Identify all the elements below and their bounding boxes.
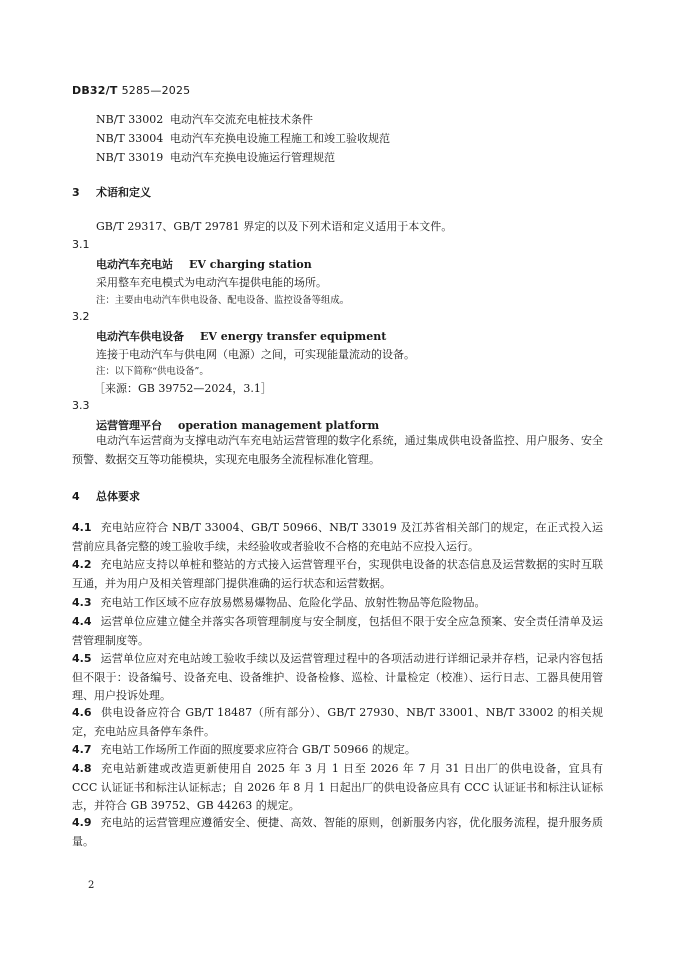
document-code-prefix: DB32/T (72, 84, 118, 97)
section-title: 总体要求 (96, 490, 140, 503)
reference-code: NB/T 33004 (96, 132, 164, 145)
clause-text: 运营单位应建立健全并落实各项管理制度与安全制度，包括但不限于安全应急预案、安全责任清单及运营管理制度等。 (72, 615, 603, 647)
term-heading (96, 417, 379, 433)
clause-number: 4.2 (72, 558, 92, 571)
clause-number: 4.9 (72, 816, 92, 829)
clause-number: 4.5 (72, 652, 92, 665)
term-zh: 运营管理平台 (96, 419, 162, 432)
clause-text: 供电设备应符合 GB/T 18487（所有部分）、GB/T 27930、NB/T 33001、NB/T 33002 的相关规定，充电站应具备停车条件。 (72, 706, 603, 738)
term-definition: 连接于电动汽车与供电网（电源）之间，可实现能量流动的设备。 (96, 348, 415, 361)
term-heading (96, 256, 312, 272)
clause-text: 充电站新建或改造更新使用自 2025 年 3 月 1 日至 2026 年 7 月 31 日出厂的供电设备，宜具有 CCC 认证证书和标注认证标志；自 2026 年 8 月 1 日起出厂的供电设备应具有 CCC 认证证书和标注认证标志，并符合 GB 39752、GB 44263 的规定。 (72, 762, 603, 813)
term-heading (96, 328, 386, 344)
clause-number: 4.6 (72, 706, 92, 719)
clause-number: 4.8 (72, 762, 92, 775)
section-number: 3 (72, 186, 80, 199)
clause-text: 充电站工作场所工作面的照度要求应符合 GB/T 50966 的规定。 (100, 743, 416, 756)
term-definition: 采用整车充电模式为电动汽车提供电能的场所。 (96, 276, 327, 289)
term-number: 3.2 (72, 310, 90, 323)
term-en: operation management platform (178, 419, 380, 432)
clause-number: 4.3 (72, 596, 92, 609)
term-definition-text: 电动汽车运营商为支撑电动汽车充电站运营管理的数字化系统，通过集成供电设备监控、用户服务、安全预警、数据交互等功能模块，实现充电服务全流程标准化管理。 (72, 434, 603, 466)
page-number: 2 (88, 880, 95, 891)
term-en: EV energy transfer equipment (200, 330, 387, 343)
clause-text: 充电站应支持以单桩和整站的方式接入运营管理平台，实现供电设备的状态信息及运营数据的实时互联互通，并为用户及相关管理部门提供准确的运行状态和运营数据。 (72, 558, 603, 590)
term-source: ［来源：GB 39752—2024，3.1］ (94, 382, 272, 395)
reference-item (96, 148, 390, 167)
section-3-intro: GB/T 29317、GB/T 29781 界定的以及下列术语和定义适用于本文件。 (96, 220, 453, 233)
reference-code: NB/T 33019 (96, 151, 164, 164)
section-number: 4 (72, 490, 80, 503)
reference-item (96, 129, 390, 148)
clause-4-3 (72, 594, 603, 613)
term-zh: 电动汽车充电站 (96, 258, 173, 271)
clause-text: 运营单位应对充电站竣工验收手续以及运营管理过程中的各项活动进行详细记录并存档，记录内容包括但不限于：设备编号、设备充电、设备维护、设备检修、巡检、计量检定（校准）、运行日志、工器具使用管理、用户投诉处理。 (72, 652, 603, 703)
clause-4-9 (72, 814, 603, 851)
term-en: EV charging station (189, 258, 312, 271)
clause-text: 充电站的运营管理应遵循安全、便捷、高效、智能的原则，创新服务内容，优化服务流程，提升服务质量。 (72, 816, 603, 848)
clause-4-2 (72, 556, 603, 593)
reference-code: NB/T 33002 (96, 113, 164, 126)
term-definition (72, 432, 603, 469)
clause-4-5 (72, 650, 603, 706)
reference-title: 电动汽车充换电设施工程施工和竣工验收规范 (170, 132, 390, 145)
clause-number: 4.7 (72, 743, 92, 756)
term-number: 3.1 (72, 238, 90, 251)
term-note: 注：以下简称“供电设备”。 (96, 366, 209, 377)
term-zh: 电动汽车供电设备 (96, 330, 184, 343)
clause-text: 充电站工作区域不应存放易燃易爆物品、危险化学品、放射性物品等危险物品。 (100, 596, 486, 609)
normative-references-list (96, 110, 390, 167)
clause-4-1 (72, 519, 603, 556)
reference-title: 电动汽车充换电设施运行管理规范 (170, 151, 335, 164)
clause-4-8 (72, 760, 603, 816)
document-code-header (72, 84, 190, 97)
reference-title: 电动汽车交流充电桩技术条件 (170, 113, 313, 126)
term-note: 注：主要由电动汽车供电设备、配电设备、监控设备等组成。 (96, 295, 350, 306)
clause-4-7 (72, 741, 603, 760)
section-title: 术语和定义 (96, 186, 151, 199)
clause-number: 4.1 (72, 521, 92, 534)
section-4-heading (72, 488, 140, 504)
clause-number: 4.4 (72, 615, 92, 628)
term-number: 3.3 (72, 399, 90, 412)
clause-text: 充电站应符合 NB/T 33004、GB/T 50966、NB/T 33019 及江苏省相关部门的规定，在正式投入运营前应具备完整的竣工验收手续，未经验收或者验收不合格的充电站不应投入运行。 (72, 521, 603, 553)
section-3-heading (72, 184, 151, 200)
reference-item (96, 110, 390, 129)
clause-4-4 (72, 613, 603, 650)
document-code-number: 5285—2025 (121, 84, 191, 97)
clause-4-6 (72, 704, 603, 741)
